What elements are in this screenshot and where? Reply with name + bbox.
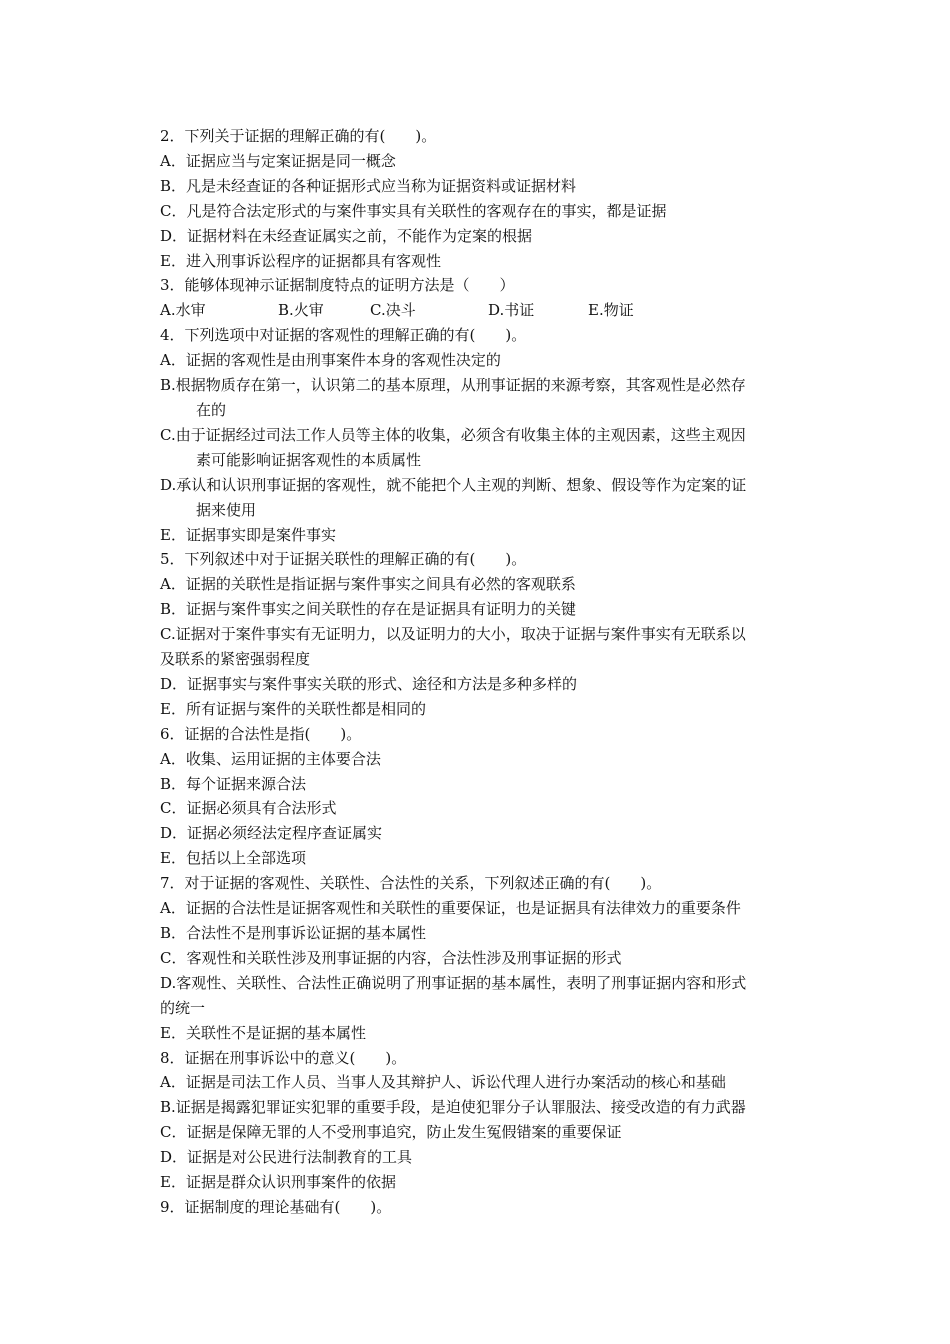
question-6-option-a: A．收集、运用证据的主体要合法 — [160, 749, 381, 768]
question-5-option-c-continued: 及联系的紧密强弱程度 — [160, 650, 311, 669]
question-3-option-a: A.水审 — [160, 301, 206, 320]
question-3-option-d: D.书证 — [488, 301, 535, 320]
question-3-options — [160, 298, 815, 323]
question-2-option-e: E．进入刑事诉讼程序的证据都具有客观性 — [160, 251, 441, 270]
question-6-option-d: D．证据必须经法定程序查证属实 — [160, 824, 383, 843]
question-list — [160, 124, 815, 1220]
question-7-option-b: B．合法性不是刑事诉讼证据的基本属性 — [160, 924, 427, 942]
question-2-option-a: A．证据应当与定案证据是同一概念 — [160, 151, 396, 170]
question-7-option-e: E．关联性不是证据的基本属性 — [160, 1023, 366, 1042]
question-3-option-b: B.火审 — [278, 301, 324, 320]
question-3-option-c: C.决斗 — [370, 301, 416, 320]
question-6-option-b: B．每个证据来源合法 — [160, 774, 307, 793]
question-4-option-d: D.承认和认识刑事证据的客观性，就不能把个人主观的判断、想象、假设等作为定案的证 — [160, 475, 747, 494]
question-5-option-e: E．所有证据与案件的关联性都是相同的 — [160, 699, 426, 718]
question-8-stem: 8．证据在刑事诉讼中的意义( )。 — [160, 1048, 407, 1067]
question-2-option-d: D．证据材料在未经查证属实之前，不能作为定案的根据 — [160, 226, 533, 245]
question-7-option-a: A．证据的合法性是证据客观性和关联性的重要保证，也是证据具有法律效力的重要条件 — [160, 899, 741, 918]
question-8-option-a: A．证据是司法工作人员、当事人及其辩护人、诉讼代理人进行办案活动的核心和基础 — [160, 1073, 726, 1092]
question-2-stem: 2．下列关于证据的理解正确的有( )。 — [160, 127, 437, 145]
question-5-stem: 5．下列叙述中对于证据关联性的理解正确的有( )。 — [160, 550, 527, 569]
question-4-option-e: E．证据事实即是案件事实 — [160, 525, 336, 544]
question-6-option-e: E．包括以上全部选项 — [160, 849, 306, 868]
question-6-option-c: C．证据必须具有合法形式 — [160, 799, 337, 818]
question-2-option-c: C．凡是符合法定形式的与案件事实具有关联性的客观存在的事实，都是证据 — [160, 201, 667, 220]
question-6-stem: 6．证据的合法性是指( )。 — [160, 724, 362, 743]
question-8-option-c: C．证据是保障无罪的人不受刑事追究，防止发生冤假错案的重要保证 — [160, 1123, 622, 1142]
question-4-option-b-continued: 在的 — [196, 400, 227, 419]
question-3-option-e: E.物证 — [588, 301, 634, 320]
question-9-stem: 9．证据制度的理论基础有( )。 — [160, 1197, 392, 1216]
question-7-option-c: C．客观性和关联性涉及刑事证据的内容，合法性涉及刑事证据的形式 — [160, 948, 622, 967]
question-7-stem: 7．对于证据的客观性、关联性、合法性的关系，下列叙述正确的有( )。 — [160, 874, 662, 893]
question-5-option-a: A．证据的关联性是指证据与案件事实之间具有必然的客观联系 — [160, 575, 576, 594]
question-4-option-c-continued: 素可能影响证据客观性的本质属性 — [196, 450, 422, 469]
question-8-option-e: E．证据是群众认识刑事案件的依据 — [160, 1173, 396, 1192]
question-5-option-b: B．证据与案件事实之间关联性的存在是证据具有证明力的关键 — [160, 600, 577, 619]
question-4-option-c: C.由于证据经过司法工作人员等主体的收集，必须含有收集主体的主观因素，这些主观因 — [160, 425, 746, 444]
question-8-option-d: D．证据是对公民进行法制教育的工具 — [160, 1148, 413, 1167]
question-2-option-b: B．凡是未经查证的各种证据形式应当称为证据资料或证据材料 — [160, 176, 577, 195]
question-3-stem: 3．能够体现神示证据制度特点的证明方法是（ ） — [160, 276, 515, 295]
question-4-option-a: A．证据的客观性是由刑事案件本身的客观性决定的 — [160, 351, 501, 370]
question-7-option-d-continued: 的统一 — [160, 998, 206, 1017]
question-4-option-b: B.根据物质存在第一，认识第二的基本原理，从刑事证据的来源考察，其客观性是必然存 — [160, 376, 746, 395]
question-4-option-d-continued: 据来使用 — [196, 500, 257, 519]
question-8-option-b: B.证据是揭露犯罪证实犯罪的重要手段，是迫使犯罪分子认罪服法、接受改造的有力武器 — [160, 1098, 746, 1117]
question-5-option-c: C.证据对于案件事实有无证明力，以及证明力的大小，取决于证据与案件事实有无联系以 — [160, 625, 746, 644]
question-5-option-d: D．证据事实与案件事实关联的形式、途径和方法是多种多样的 — [160, 674, 578, 693]
question-7-option-d: D.客观性、关联性、合法性正确说明了刑事证据的基本属性，表明了刑事证据内容和形式 — [160, 973, 747, 992]
question-4-stem: 4．下列选项中对证据的客观性的理解正确的有( )。 — [160, 326, 527, 345]
